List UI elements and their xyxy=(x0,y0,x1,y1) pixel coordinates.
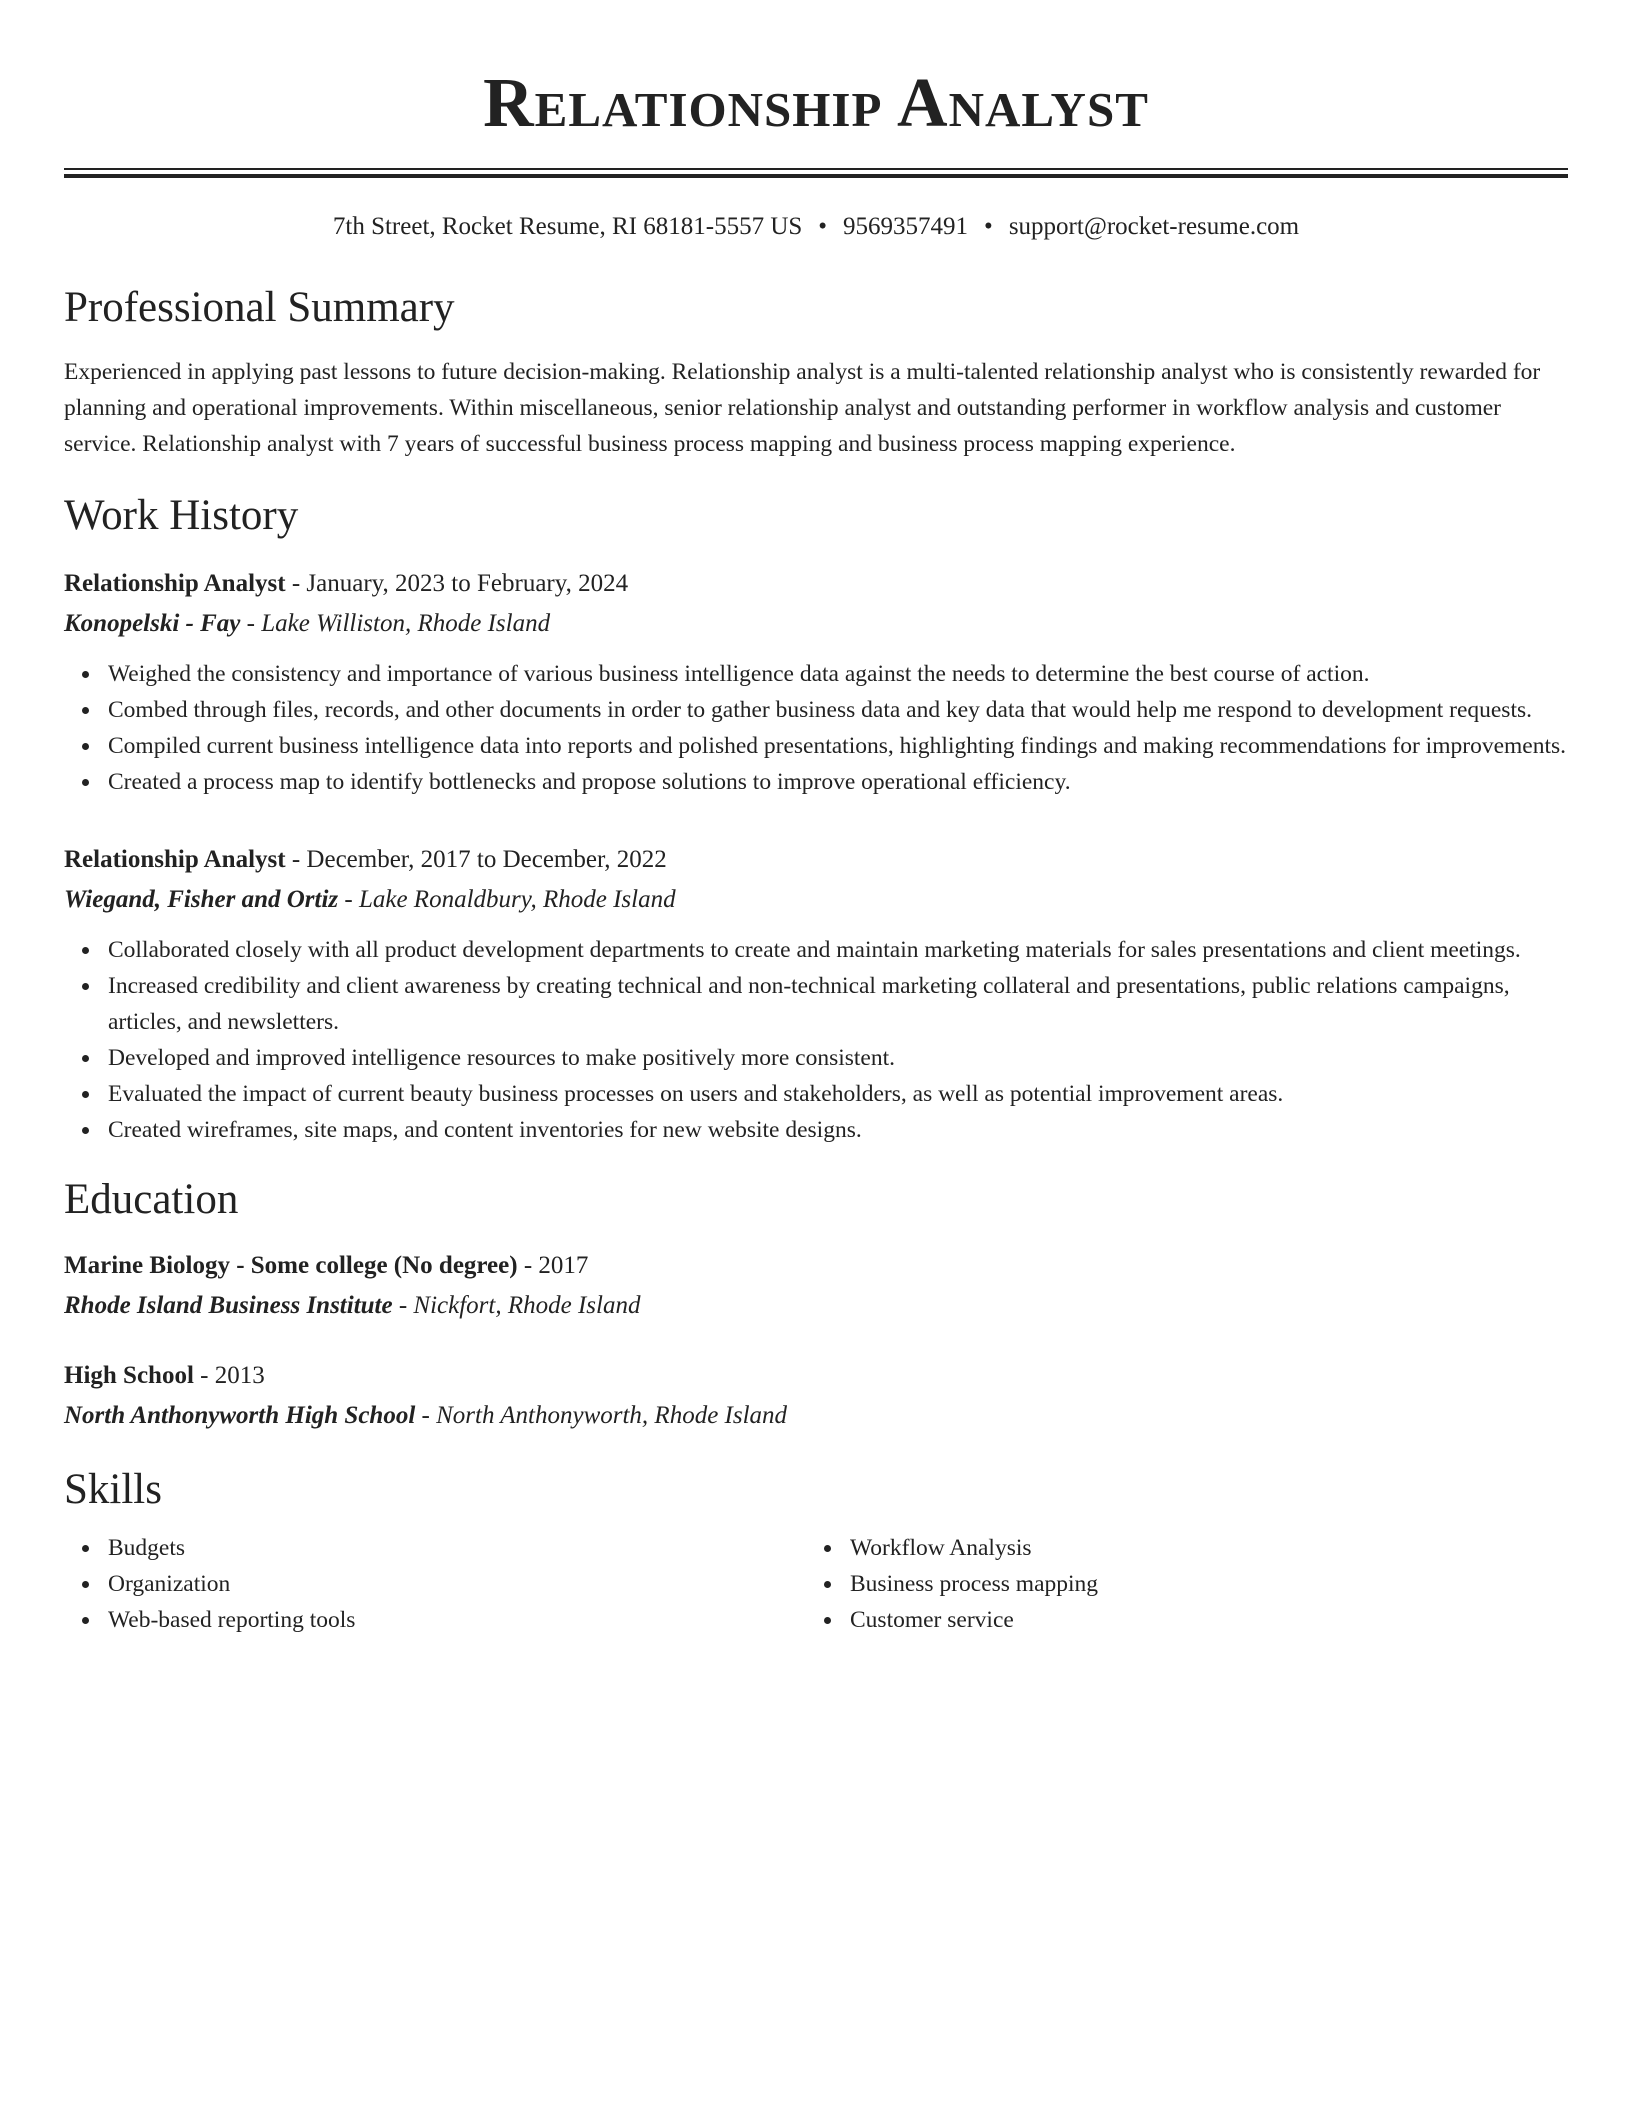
skill-item: Customer service xyxy=(850,1602,1548,1638)
education-entry xyxy=(64,1246,1568,1326)
education-year: - 2013 xyxy=(193,1362,265,1389)
skill-item: Organization xyxy=(108,1566,806,1602)
job-dates: - December, 2017 to December, 2022 xyxy=(285,846,667,873)
education-location: - North Anthonyworth, Rhode Island xyxy=(415,1402,788,1429)
education-school: North Anthonyworth High School xyxy=(64,1402,416,1429)
contact-line xyxy=(64,212,1568,242)
contact-address: 7th Street, Rocket Resume, RI 68181-5557 US xyxy=(332,213,803,240)
contact-email: support@rocket-resume.com xyxy=(1008,213,1300,240)
skills-list-left xyxy=(64,1530,806,1638)
skills-columns xyxy=(64,1530,1568,1638)
work-history-heading: Work History xyxy=(64,492,299,539)
education-school-line xyxy=(64,1286,1568,1326)
header-divider xyxy=(64,168,1568,178)
job-duties-list xyxy=(64,656,1568,800)
education-school-line xyxy=(64,1396,1568,1436)
job-entry xyxy=(64,564,1568,800)
job-duty: Increased credibility and client awareness by creating technical and non-technical marketing collateral and presentations, public relations campaigns, articles, and newsletters. xyxy=(108,968,1568,1040)
education-degree: Marine Biology - Some college (No degree) xyxy=(64,1252,518,1279)
contact-separator: • xyxy=(818,213,828,240)
job-duty: Created wireframes, site maps, and content inventories for new website designs. xyxy=(108,1112,1568,1148)
job-company-line xyxy=(64,604,1568,644)
education-school: Rhode Island Business Institute xyxy=(64,1292,393,1319)
job-duty: Compiled current business intelligence data into reports and polished presentations, highlighting findings and making recommendations for improvements. xyxy=(108,728,1568,764)
education-year: - 2017 xyxy=(517,1252,589,1279)
education-entry xyxy=(64,1356,1568,1436)
education-location: - Nickfort, Rhode Island xyxy=(392,1292,641,1319)
job-duty: Evaluated the impact of current beauty business processes on users and stakeholders, as well as potential improvement areas. xyxy=(108,1076,1568,1112)
job-duty: Developed and improved intelligence resources to make positively more consistent. xyxy=(108,1040,1568,1076)
job-duty: Collaborated closely with all product development departments to create and maintain marketing materials for sales presentations and client meetings. xyxy=(108,932,1568,968)
job-duty: Created a process map to identify bottlenecks and propose solutions to improve operational efficiency. xyxy=(108,764,1568,800)
job-duty: Combed through files, records, and other documents in order to gather business data and key data that would help me respond to development requests. xyxy=(108,692,1568,728)
skills-heading: Skills xyxy=(64,1466,162,1513)
job-dates: - January, 2023 to February, 2024 xyxy=(285,570,629,597)
skill-item: Web-based reporting tools xyxy=(108,1602,806,1638)
job-role: Relationship Analyst xyxy=(64,570,286,597)
education-degree: High School xyxy=(64,1362,194,1389)
summary-heading: Professional Summary xyxy=(64,284,455,331)
summary-text: Experienced in applying past lessons to future decision-making. Relationship analyst is a multi-talented relationship analyst who is consistently rewarded for planning and operational improvements. Within miscellaneous, senior relationship analyst and outstanding performer in workflow analysis and customer service. Relationship analyst with 7 years of successful business process mapping and business process mapping experience. xyxy=(64,359,1541,457)
job-title-line xyxy=(64,564,1568,604)
job-location: - Lake Williston, Rhode Island xyxy=(240,610,551,637)
skill-item: Business process mapping xyxy=(850,1566,1548,1602)
education-degree-line xyxy=(64,1356,1568,1396)
job-entry xyxy=(64,840,1568,1148)
resume-name: Relationship Analyst xyxy=(483,65,1149,142)
contact-phone: 9569357491 xyxy=(843,213,969,240)
job-title-line xyxy=(64,840,1568,880)
contact-separator: • xyxy=(984,213,993,240)
job-role: Relationship Analyst xyxy=(64,846,286,873)
job-company: Wiegand, Fisher and Ortiz xyxy=(64,886,339,913)
education-heading: Education xyxy=(64,1176,239,1223)
skill-item: Budgets xyxy=(108,1530,806,1566)
skills-list-right xyxy=(806,1530,1548,1638)
job-company-line xyxy=(64,880,1568,920)
job-duties-list xyxy=(64,932,1568,1148)
education-degree-line xyxy=(64,1246,1568,1286)
skill-item: Workflow Analysis xyxy=(850,1530,1548,1566)
job-company: Konopelski - Fay xyxy=(64,610,241,637)
job-duty: Weighed the consistency and importance of various business intelligence data against the needs to determine the best course of action. xyxy=(108,656,1568,692)
job-location: - Lake Ronaldbury, Rhode Island xyxy=(338,886,676,913)
